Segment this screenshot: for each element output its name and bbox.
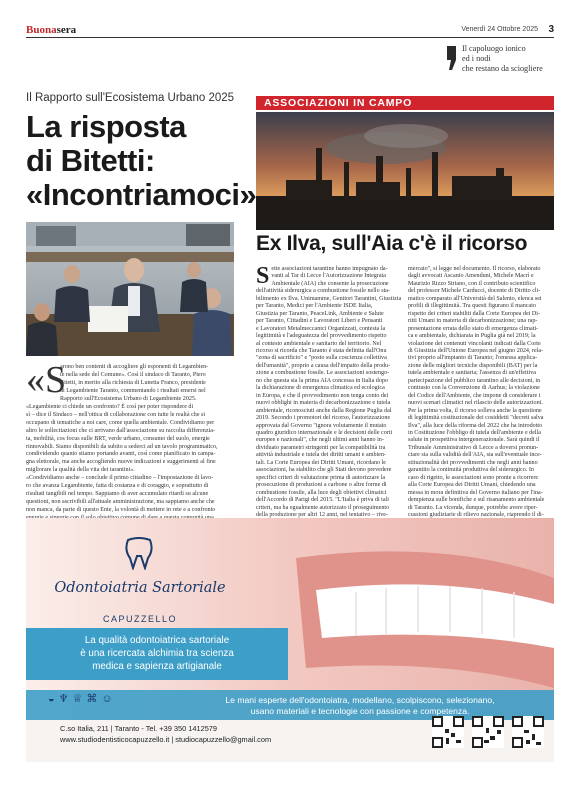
teaser-box[interactable]	[446, 44, 558, 74]
qr-code-icon[interactable]	[512, 716, 544, 748]
smile-icon: ☺	[101, 693, 117, 705]
dental-service-icons	[48, 692, 148, 705]
council-meeting-photo	[26, 222, 234, 356]
ad-website-email[interactable]: www.studiodentisticocapuzzello.it | studiocapuzzello@gmail.com	[60, 735, 272, 744]
article-headline[interactable]: La risposta di Bitetti: «Incontriamoci»	[26, 109, 257, 212]
page-number: 3	[548, 24, 554, 35]
brace-icon: ⌘	[86, 693, 102, 705]
steel-plant-photo	[256, 112, 554, 230]
implant-icon: ♆	[58, 693, 73, 705]
masthead	[26, 24, 554, 38]
article-headline-right[interactable]: Ex Ilva, sull'Aia c'è il ricorso	[256, 232, 528, 255]
tooth-logo-icon	[124, 536, 154, 570]
section-banner: ASSOCIAZIONI IN CAMPO	[256, 96, 554, 110]
article-column-1: S ette associazioni tarantine hanno impugnato da- vanti al Tar di Lecce l'Autorizzazione Integrata Ambientale (AIA) che consente la prosecuzione dell'attività siderurgica a combustione fossile nello sta- bilimento ex Ilva. Unimamme, Genitori Tarantini, Giustizia per Taranto, Medici per l'Ambiente ISDE Italia, Giustizia per Taranto, PeaceLink, Ambiente e Salute per Taranto, Cittadini e Lavoratori Liberi e Pensanti e Lavoratori Metalmeccanici Organizzati, contesta la legittimità e l'adeguatezza del provvedimento rispetto al contesto ambientale e sanitario del territorio. Nel ricorso si ricorda che Taranto è stata definita dall'Onu "zona di sacrificio" e "posto sulla coscienza collettiva dell'umanità", proprio a causa dell'impatto della produ- zione a combustione fossile. Le associazioni sostengo- no che questa sia la prima AIA concessa in Italia dopo la dichiarazione di emergenza climatica ed ecologica in Europa, e che il provvedimento non tenga conto dei nuovi obblighi in materia di decarbonizzazione e tutela ambientale, riconosciuti anche dalla Regione Puglia dal 2019. Secondo i promotori del ricorso, l'autorizzazione approvata dal Governo "ignora volutamente il mutato quadro giuridico internazionale e le decisioni delle corti europee e nazionali", che negli ultimi anni hanno in- dividuato parametri stringenti per la compatibilità tra attività industriale e tutela dei diritti umani e ambien- tali. La Corte Europea dei Diritti Umani, ricordano le associazioni, ha stabilito che gli Stati devono prevedere specifici criteri di valutazione prima di autorizzare la prosecuzione di produzioni a carbone o altre forme di combustione fossile, alla luce degli obiettivi climatici dell'Accordo di Parigi del 2015. "L'Italia è priva di tali criteri, ma ha egualmente autorizzato il proseguimento della produzione per altri 12 anni, nel tentativo – rive-	[256, 263, 402, 518]
ad-tagline-band: Le mani esperte dell'odontoiatra, modellano, scolpiscono, selezionano, usano materiali e tecnologie con passione e competenza.	[225, 695, 495, 716]
drop-cap: S	[256, 263, 270, 289]
qr-code-icon[interactable]	[432, 716, 464, 748]
article-kicker: Il Rapporto sull'Ecosistema Urbano 2025	[26, 92, 235, 104]
dental-advertisement[interactable]	[26, 518, 554, 762]
teaser-text: Il capoluogo ionico ed i nodi che restano da sciogliere	[462, 44, 543, 73]
ad-brand-name: Odontoiatria Sartoriale	[54, 580, 226, 596]
newspaper-logo: Buonasera	[26, 24, 77, 36]
issue-date: Venerdì 24 Ottobre 2025	[461, 26, 538, 33]
tooth-icon: ◒	[48, 693, 59, 705]
ad-slogan-box: La qualità odontoiatrica sartoriale è una ricercata alchimia tra scienza medica e sapienza artigianale	[26, 628, 288, 680]
drop-quote: «S	[26, 359, 67, 401]
article-body-left: arono ben contenti di accogliere gli esponenti di Legambien- te nella sede del Comune». Così il sindaco di Taranto, Piero Bitetti, in merito alla richiesta di Lunetta Franco, presidente di Legambiente Taranto, commentando i risultati emersi nel Rapporto sull'Ecosistema Urbano di Legambiente 2025. «Legambiente ci chiede un confronto? È così per poter rispondere di sì – dice il Sindaco – nell'ottica di collaborazione con tutte le realtà che si occupano di tematiche a noi care, come quella ambientale. Condividiamo per altro le sollecitazioni che ci arrivano dall'associazione su raccolta differenzia- ta, mobilità, cos focus sulle BRT, verde urbano, consumo del suolo, energie rinnovabili. Siamo disponibili da subito a sederci ad un tavolo programmatico, condividendo quanto stiamo portando avanti, così come pianificato in campa- gna elettorale, ma anche accogliendo nuove indicazioni e suggerimenti al fine migliorare la qualità della vita dei tarantini». «Condividiamo anche – conclude il primo cittadino – l'impostazione di lavo- ro che avanza Legambiente, fatta di costanza e di coraggio, e soprattutto di risultati tangibili nel tempo. Sappiamo di aver accumulato ritardi su alcune questioni, non ascrivibili all'attuale amministrazione, ma sappiamo anche che non manca, da parte di questo Ente, la volontà di mettere in rete e a confronto	[26, 364, 218, 514]
crown-icon: ♕	[72, 693, 87, 705]
qr-code-icon[interactable]	[472, 716, 504, 748]
ad-brand-sub: CAPUZZELLO	[102, 614, 177, 624]
ad-address-phone[interactable]: C.so Italia, 211 | Taranto - Tel. +39 350 1412579	[60, 724, 218, 733]
quote-mark-icon	[446, 44, 458, 72]
article-column-2: mercato", si legge nel documento. Il ricorso, elaborato dagli avvocati Ascanio Amenduni, Michele Macrì e Maurizio Rizzo Striano, con il contributo scientifico del professor Michele Carducci, docente di Diritto cli- matico comparato all'Università del Salento, elenca sei profili di illegittimità. Tra questi figurano il mancato rispetto dei criteri stabiliti dalla Corte Europea dei Di- ritti Umani in materia di decarbonizzazione; una rap- presentazione errata dello stato di emergenza climati- ca e ambientale, dichiarata in Puglia già nel 2019; la violazione dei contenuti vincolanti indicati dalla Corte di Giustizia dell'Unione Europea nel giugno 2024, rela- tivi proprio all'impianto di Taranto; l'omessa applica- zione delle migliori tecniche disponibili (BAT) per la tutela ambientale e sanitaria; l'assenza di un'effettiva partecipazione del pubblico tarantino alle decisioni, in contrasto con la Convenzione di Aarhus; la violazione del Codice dell'Ambiente, che impone di considerare i nuovi scenari climatici nel rilascio delle autorizzazioni. Per la prima volta, il ricorso solleva anche la questione di legittimità costituzionale dei cosiddetti "decreti salva Ilva", alla luce della riforma del 2022 che ha introdotto in Costituzione l'obbligo di tutela dell'ambiente e della salute in prospettiva intergenerazionale. Sarà quindi il Tribunale Amministrativo di Lecce a doversi pronun- ciare sia sulla validità dell'AIA, sia sull'eventuale ince- stituzionalità dei provvedimenti che negli anni hanno garantito la continuità produttiva del siderurgico. In caso di rigetto, le associazioni sono pronte a ricorrere alla Corte Europea dei Diritti Umani, chiedendo una messa in mora definitiva del Governo italiano per l'ina- dempienza sulle bonifiche e sul risanamento ambientale di Taranto. La vicenda, dunque, potrebbe avere riper- cussioni giudiziarie di rilievo nazionale, riaprendo il di-	[408, 266, 545, 518]
